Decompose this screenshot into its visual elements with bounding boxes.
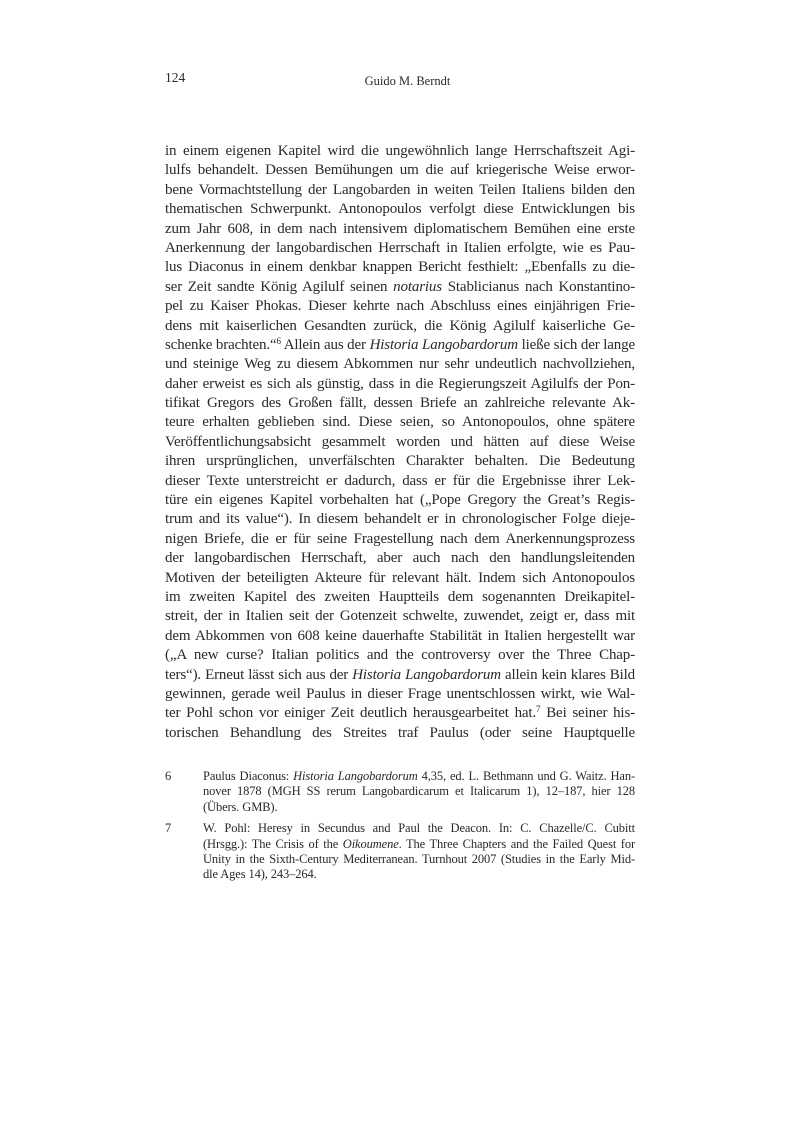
text-line [165, 704, 635, 723]
text-line [165, 607, 635, 626]
text-line [203, 784, 635, 799]
text-segment: schenke brachten.“ [165, 336, 277, 353]
text-line [165, 646, 635, 665]
text-segment: Motiven der beteiligten Akteure für relevant hält. Indem sich Antonopoulos [165, 569, 635, 586]
text-line [165, 452, 635, 471]
text-line [165, 297, 635, 316]
text-segment: dem Abkommen von 608 keine dauerhafte Stabilität in Italien hergestellt war [165, 627, 635, 644]
text-segment: (Übers. GMB). [203, 799, 278, 814]
text-segment: der langobardischen Herrschaft, aber auch nach den handlungsleitenden [165, 550, 635, 567]
text-segment: Paulus Diaconus: [203, 769, 294, 783]
footnote-text [203, 769, 635, 815]
text-segment: gewinnen, gerade weil Paulus in dieser Frage unentschlossen wirkt, wie Wal- [165, 685, 635, 702]
text-segment: und steinige Weg zu diesem Abkommen nur sehr undeutlich nachvollziehen, [165, 356, 635, 373]
text-line [165, 142, 635, 161]
text-line [165, 278, 635, 297]
text-segment: . The Three Chapters and the Failed Quest for [398, 836, 635, 851]
text-segment: nover 1878 (MGH SS rerum Langobardicarum et Italicarum 1), 12–187, hier 128 [203, 784, 635, 799]
italic-text: Historia Langobardorum [293, 769, 418, 783]
text-segment: lus Diaconus in einem denkbar knappen Bericht festhielt: „Ebenfalls zu die- [165, 259, 635, 276]
text-segment: ließe sich der lange [517, 336, 635, 353]
text-line [203, 821, 635, 836]
text-line [165, 724, 635, 743]
text-segment: allein kein klares Bild [500, 666, 635, 683]
text-segment: W. Pohl: Heresy in Secundus and Paul the Deacon. In: C. Chazelle/C. Cubitt [203, 821, 635, 836]
text-line [165, 627, 635, 646]
text-line [165, 588, 635, 607]
text-segment: zum Jahr 608, in dem nach intensivem diplomatischem Bemühen eine erste [165, 220, 635, 237]
footnote-number: 6 [165, 769, 172, 783]
text-line [165, 413, 635, 432]
text-segment: ihren ursprünglichen, unverfälschten Charakter behalten. Die Bedeutung [165, 453, 635, 470]
text-segment: streit, der in Italien seit der Gotenzeit schwelte, zuwendet, zeigt er, dass mit [165, 608, 635, 625]
text-line [165, 355, 635, 374]
text-segment: ser Zeit sandte König Agilulf seinen [165, 278, 394, 295]
text-line [165, 530, 635, 549]
text-line [165, 510, 635, 529]
text-line [165, 569, 635, 588]
text-segment: trum and its value“). In diesem behandelt er in chronologischer Folge dieje- [165, 511, 635, 528]
footnotes [165, 769, 635, 889]
text-segment: bene Vormachtstellung der Langobarden in weiten Teilen Italiens bilden den [165, 181, 635, 198]
text-segment: nigen Briefe, die er für seine Fragestellung nach dem Anerkennungsprozess [165, 530, 635, 547]
italic-text: notarius [393, 278, 442, 295]
italic-text: Historia Langobardorum [352, 666, 501, 683]
text-segment: Anerkennung der langobardischen Herrschaft in Italien erfolgte, wie es Pau- [165, 239, 635, 256]
text-segment: 4,35, ed. L. Bethmann und G. Waitz. Han- [417, 769, 635, 783]
text-line [165, 394, 635, 413]
footnote-reference[interactable]: 7 [536, 704, 541, 715]
text-line [165, 472, 635, 491]
text-segment: thematischen Schwerpunkt. Antonopoulos verfolgt diese Entwicklungen bis [165, 201, 635, 218]
text-segment: ters“). Erneut lässt sich aus der [165, 666, 353, 683]
text-segment: dens mit kaiserlichen Gesandten zurück, die König Agilulf kaiserliche Ge- [165, 317, 635, 334]
text-line [165, 375, 635, 394]
footnote [165, 769, 635, 815]
text-segment: daher erweist es sich als günstig, dass in die Regierungszeit Agilulfs der Pon- [165, 375, 635, 392]
text-line [165, 181, 635, 200]
text-segment: Unity in the Sixth-Century Mediterranean. Turnhout 2007 (Studies in the Early Mid- [203, 851, 635, 866]
page-number: 124 [165, 70, 186, 85]
text-segment: lulfs behandelt. Dessen Bemühungen um die auf kriegerische Weise erwor- [165, 162, 635, 179]
text-line [165, 200, 635, 219]
text-segment: Bei seiner his- [540, 705, 635, 722]
italic-text: Oikoumene [342, 836, 399, 851]
text-line [165, 433, 635, 452]
footnote-text [203, 821, 635, 883]
text-line [203, 837, 635, 852]
text-segment: pel zu Kaiser Phokas. Dieser kehrte nach Abschluss eines einjährigen Frie- [165, 298, 635, 315]
text-line [165, 239, 635, 258]
text-line [203, 800, 635, 815]
text-line [165, 220, 635, 239]
text-segment: Stablicianus nach Konstantino- [441, 278, 635, 295]
text-segment: Allein aus der [280, 336, 370, 353]
text-segment: („A new curse? Italian politics and the controversy over the Three Chap- [165, 647, 635, 664]
text-segment: tifikat Gregors des Großen fällt, dessen Briefe an zahlreiche relevante Ak- [165, 395, 635, 412]
text-segment: (Hrsgg.): The Crisis of the [203, 836, 343, 851]
text-line [165, 336, 635, 355]
text-segment: im zweiten Kapitel des zweiten Hauptteils dem sogenannten Dreikapitel- [165, 588, 635, 605]
italic-text: Historia Langobardorum [369, 336, 518, 353]
text-segment: in einem eigenen Kapitel wird die ungewöhnlich lange Herrschaftszeit Agi- [165, 143, 635, 159]
text-line [165, 161, 635, 180]
text-line [203, 769, 635, 784]
text-segment: dieser Texte unterstreicht er dadurch, dass er für die Ergebnisse ihrer Lek- [165, 472, 635, 489]
body-text [165, 142, 635, 743]
text-line [165, 317, 635, 336]
footnote-number: 7 [165, 821, 172, 836]
text-line [165, 258, 635, 277]
footnote-reference[interactable]: 6 [276, 335, 281, 346]
text-line [203, 867, 635, 882]
text-segment: Veröffentlichungsabsicht gesammelt worden und hätten auf diese Weise [165, 433, 635, 450]
text-segment: türe ein eigenes Kapitel vorbehalten hat („Pope Gregory the Great’s Regis- [165, 492, 635, 509]
text-line [165, 666, 635, 685]
text-segment: dle Ages 14), 243–264. [203, 867, 317, 882]
text-line [203, 852, 635, 867]
running-head: Guido M. Berndt [364, 74, 451, 88]
text-line [165, 491, 635, 510]
text-line [165, 549, 635, 568]
text-segment: ter Pohl schon vor einiger Zeit deutlich herausgearbeitet hat. [165, 705, 537, 722]
text-segment: teure erhalten geblieben sind. Diese seien, so Antonopoulos, ohne spätere [165, 414, 635, 431]
text-line [165, 685, 635, 704]
footnote [165, 821, 635, 883]
text-segment: torischen Behandlung des Streites traf Paulus (oder seine Hauptquelle [165, 724, 635, 741]
